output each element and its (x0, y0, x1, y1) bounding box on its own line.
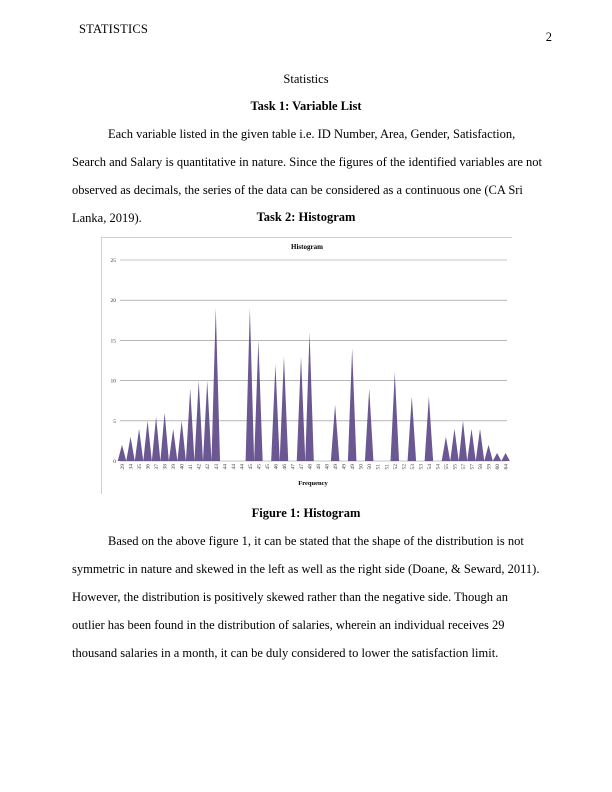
x-tick-label: 49 (333, 464, 340, 470)
x-tick-label: 51 (375, 464, 382, 470)
x-tick-label: 59 (486, 464, 493, 470)
running-head: STATISTICS (79, 22, 149, 36)
histogram-bar (442, 437, 451, 461)
histogram-bar (425, 397, 434, 461)
y-tick-label: 15 (110, 338, 116, 345)
histogram-bar (280, 356, 289, 461)
x-tick-label: 49 (350, 464, 357, 470)
x-tick-label: 60 (495, 464, 502, 470)
histogram-bar (254, 340, 263, 461)
x-tick-label: 57 (469, 464, 476, 470)
x-tick-label: 37 (154, 464, 161, 470)
histogram-bar (271, 365, 280, 461)
histogram-bar (348, 348, 357, 461)
x-tick-label: 53 (409, 464, 416, 470)
histogram-bar (246, 308, 255, 461)
histogram-bar (467, 429, 476, 461)
histogram-bar (169, 429, 178, 461)
histogram-bar (186, 389, 195, 461)
histogram-bar (391, 373, 400, 461)
y-tick-label: 20 (110, 298, 116, 305)
task1-paragraph: Each variable listed in the given table i.e. ID Number, Area, Gender, Satisfaction, Search and Salary is quantitative in nature. Since the figures of the identified variables are not observed as decimals, the series of the data can be considered as a continuous one (CA Sri Lanka, 2019). (72, 127, 542, 225)
x-tick-label: 42 (196, 464, 203, 470)
x-tick-label: 46 (273, 464, 280, 470)
x-tick-label: 44 (230, 464, 237, 470)
y-tick-label: 0 (113, 459, 116, 465)
histogram-bar (493, 453, 502, 461)
histogram-bar (152, 417, 161, 461)
histogram-svg (102, 238, 512, 494)
page-number: 2 (545, 30, 552, 44)
histogram-bar (297, 356, 306, 461)
histogram-bar (408, 397, 417, 461)
histogram-bar (484, 445, 493, 461)
x-tick-label: 45 (256, 464, 263, 470)
x-tick-label: 36 (145, 464, 152, 470)
task1-heading: Task 1: Variable List (250, 99, 362, 113)
histogram-bar (365, 389, 374, 461)
x-tick-label: 47 (299, 464, 306, 470)
histogram-bar (160, 413, 169, 461)
histogram-bar (126, 437, 135, 461)
histogram-bar (118, 445, 127, 461)
x-tick-label: 57 (460, 464, 467, 470)
histogram-bar (143, 421, 152, 461)
x-tick-label: 55 (443, 464, 450, 470)
histogram-bar (135, 429, 144, 461)
x-tick-label: 58 (478, 464, 485, 470)
histogram-bar (459, 421, 468, 461)
x-tick-label: 64 (503, 464, 510, 470)
x-tick-label: 50 (367, 464, 374, 470)
x-tick-label: 46 (281, 464, 288, 470)
histogram-bar (212, 308, 221, 461)
x-tick-label: 34 (128, 464, 135, 470)
figure-caption: Figure 1: Histogram (251, 506, 361, 520)
x-tick-label: 52 (392, 464, 399, 470)
x-tick-label: 40 (179, 464, 186, 470)
y-tick-label: 5 (113, 418, 116, 425)
x-tick-label: 48 (324, 464, 331, 470)
x-tick-label: 55 (452, 464, 459, 470)
x-tick-label: 43 (213, 464, 220, 470)
document-title: Statistics (283, 72, 329, 86)
x-tick-label: 45 (264, 464, 271, 470)
histogram-bar (476, 429, 485, 461)
histogram-bar (177, 421, 186, 461)
task2-heading: Task 2: Histogram (256, 210, 356, 224)
x-tick-label: 54 (426, 464, 433, 470)
y-tick-label: 10 (110, 378, 116, 385)
x-tick-label: 48 (307, 464, 314, 470)
x-tick-label: 49 (341, 464, 348, 470)
x-tick-label: 44 (222, 464, 229, 470)
y-tick-label: 25 (110, 258, 116, 264)
x-tick-label: 50 (358, 464, 365, 470)
x-tick-label: 41 (188, 464, 195, 470)
x-tick-label: 54 (435, 464, 442, 470)
chart-title: Histogram (291, 243, 323, 251)
x-tick-label: 51 (384, 464, 391, 470)
histogram-bar (305, 332, 314, 461)
x-tick-label: 38 (162, 464, 169, 470)
x-tick-label: 42 (205, 464, 212, 470)
x-axis-label: Frequency (298, 480, 328, 487)
x-tick-label: 45 (247, 464, 254, 470)
histogram-chart (101, 237, 512, 494)
x-tick-label: 44 (239, 464, 246, 470)
x-tick-label: 29 (120, 464, 126, 470)
histogram-bar (501, 453, 510, 461)
x-tick-label: 53 (418, 464, 425, 470)
x-tick-label: 47 (290, 464, 297, 470)
x-tick-label: 35 (137, 464, 144, 470)
x-tick-label: 39 (171, 464, 178, 470)
analysis-paragraph: Based on the above figure 1, it can be stated that the shape of the distribution is not symmetric in nature and skewed in the left as well as the right side (Doane, & Seward, 2011). However, the distribution is positively skewed rather than the negative side. Though an outlier has been found in the distribution of salaries, wherein an individual receives 29 thousand salaries in a month, it can be duly considered to lower the satisfaction limit. (72, 534, 540, 660)
histogram-bar (450, 429, 459, 461)
x-tick-label: 52 (401, 464, 408, 470)
x-tick-label: 48 (316, 464, 323, 470)
histogram-bar (331, 405, 340, 461)
